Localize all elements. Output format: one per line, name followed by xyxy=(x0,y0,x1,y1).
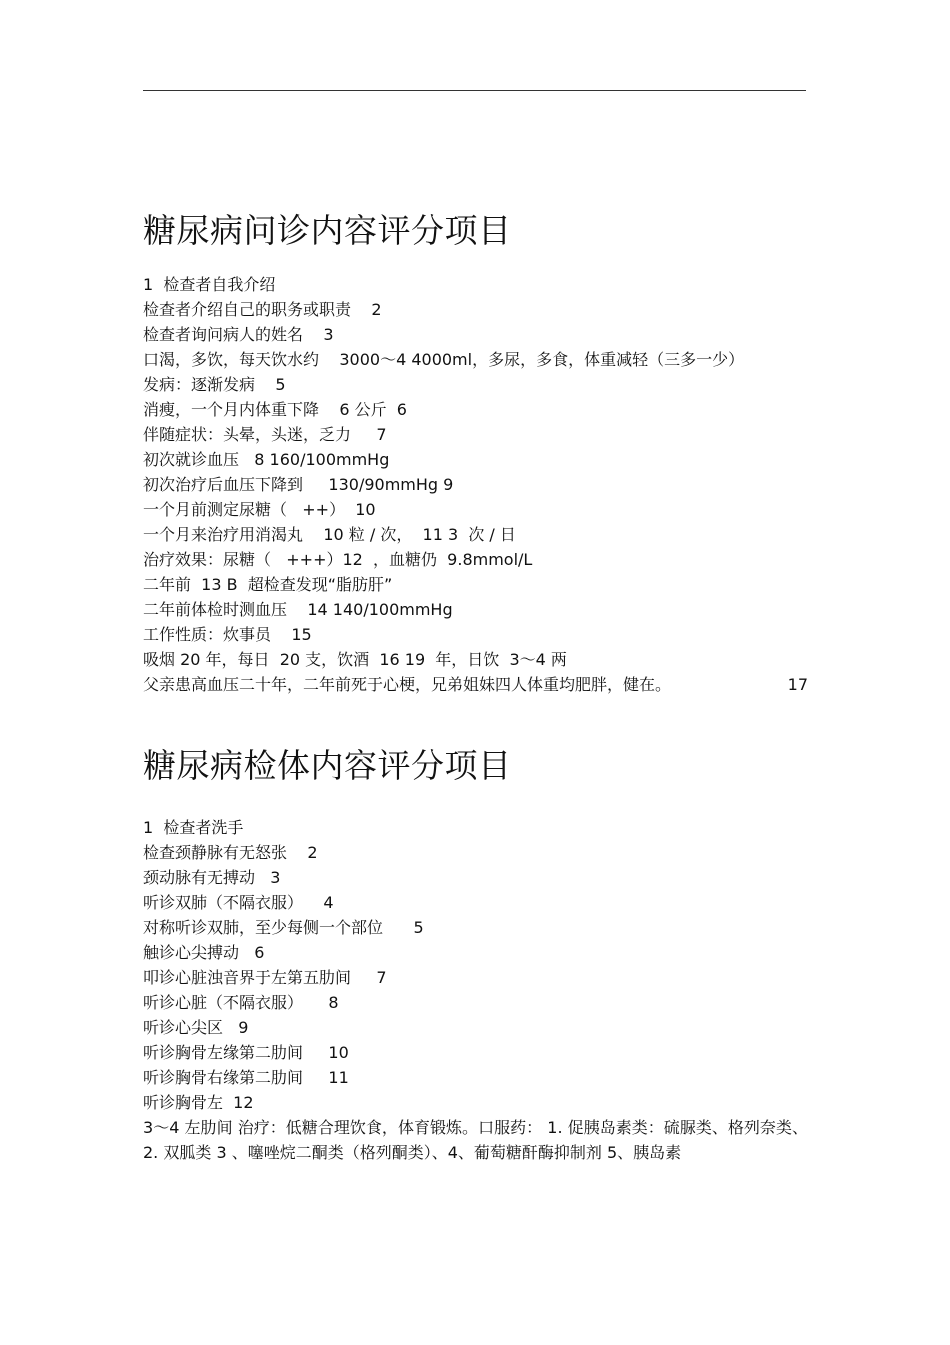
list-item: 听诊心尖区 9 xyxy=(143,1018,249,1037)
list-item: 颈动脉有无搏动 3 xyxy=(143,868,281,887)
list-item: 发病：逐渐发病 5 xyxy=(143,375,286,394)
list-item-number: 17 xyxy=(787,675,808,694)
list-item: 一个月来治疗用消渴丸 10 粒 / 次， 11 3 次 / 日 xyxy=(143,525,516,544)
list-item: 听诊胸骨左 12 xyxy=(143,1093,254,1112)
header-rule xyxy=(143,90,806,91)
list-item: 初次治疗后血压下降到 130/90mmHg 9 xyxy=(143,475,454,494)
list-item: 检查者询问病人的姓名 3 xyxy=(143,325,334,344)
list-item: 触诊心尖搏动 6 xyxy=(143,943,265,962)
list-item: 听诊胸骨左缘第二肋间 10 xyxy=(143,1043,349,1062)
list-item: 二年前 13 B 超检查发现“脂肪肝” xyxy=(143,575,393,594)
list-item: 消瘦，一个月内体重下降 6 公斤 6 xyxy=(143,400,407,419)
list-item: 检查颈静脉有无怒张 2 xyxy=(143,843,318,862)
list-item xyxy=(143,672,808,697)
section-title-interview: 糖尿病问诊内容评分项目 xyxy=(143,211,512,250)
list-item: 初次就诊血压 8 160/100mmHg xyxy=(143,450,390,469)
list-item: 1 检查者自我介绍 xyxy=(143,275,276,294)
list-item: 对称听诊双肺，至少每侧一个部位 5 xyxy=(143,918,424,937)
list-item: 治疗效果：尿糖（ +++）12 ，血糖仍 9.8mmol/L xyxy=(143,550,533,569)
list-item: 二年前体检时测血压 14 140/100mmHg xyxy=(143,600,453,619)
section-interview xyxy=(143,208,808,697)
list-item: 1 检查者洗手 xyxy=(143,818,244,837)
treatment-paragraph: 3～4 左肋间 治疗：低糖合理饮食，体育锻炼。口服药： 1. 促胰岛素类：硫脲类、格列奈类、 2. 双胍类 3 、噻唑烷二酮类（格列酮类）、4、葡萄糖酐酶抑制剂 5、胰岛素 xyxy=(143,1118,808,1162)
list-item: 叩诊心脏浊音界于左第五肋间 7 xyxy=(143,968,387,987)
list-item: 吸烟 20 年，每日 20 支，饮酒 16 19 年，日饮 3～4 两 xyxy=(143,650,567,669)
exam-items xyxy=(143,815,808,1165)
list-item: 听诊胸骨右缘第二肋间 11 xyxy=(143,1068,349,1087)
list-item: 检查者介绍自己的职务或职责 2 xyxy=(143,300,382,319)
list-item-text: 父亲患高血压二十年，二年前死于心梗，兄弟姐妹四人体重均肥胖，健在。 xyxy=(143,675,672,694)
list-item: 口渴，多饮，每天饮水约 3000～4 4000ml，多尿，多食，体重减轻（三多一少） xyxy=(143,350,745,369)
list-item: 一个月前测定尿糖（ ++） 10 xyxy=(143,500,376,519)
section-title-physical-exam: 糖尿病检体内容评分项目 xyxy=(143,746,512,785)
list-item: 工作性质：炊事员 15 xyxy=(143,625,312,644)
list-item: 伴随症状：头晕，头迷，乏力 7 xyxy=(143,425,387,444)
list-item: 听诊心脏（不隔衣服） 8 xyxy=(143,993,339,1012)
list-item: 听诊双肺（不隔衣服） 4 xyxy=(143,893,334,912)
interview-items xyxy=(143,272,808,697)
section-physical-exam xyxy=(143,743,808,1165)
